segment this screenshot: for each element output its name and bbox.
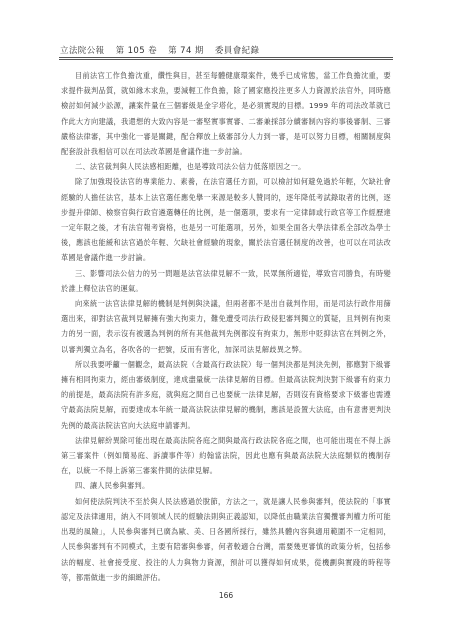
- paragraph: 法律見解紛異除可能出現在最高法院各庭之間與最高行政法院各庭之間，也可能出現在不得上訴第三審案件（例如簡易庭、訴讀事件等）約翰當法院，因此也應有與最高法院大法庭類似的機制存在，以統一不得上訴第三審案件間的法律見解。: [61, 435, 391, 476]
- paragraph: 如何使法院判決不至於與人民法感過於脫節，方法之一，就是讓人民參與審判，使法院的「事實認定及法律適用，納入不同領域人民的經驗法則與正義認知，以降低由職業法官獨攬審判權力所可能出現的風險」，人民參與審判已廣為歐、美、日各國所採行，雖然具體內容與適用範圍不一定相同，人民參與審判有不同模式，主要有陪審與參審，何者較適合台灣，需要幾更審慎的政策分析，包括參法的幅度、社會接受度、投注的人力與物力資源，預計可以獲得如何成果，從機劃與實踐的時程等等，都需做進一步的細緻評估。: [61, 496, 391, 582]
- page-number: 166: [218, 591, 234, 600]
- paragraph: 除了加強現役法官的專業能力、素養，在法官選任方面，可以檢討如何避免過於年輕，欠缺社會經驗的人擔任法官，基本上法官選任應免擧一來源是較多人贊同的，逐年降低考試錄取者的比例，逐步提升律師、檢察官與行政官遴選轉任的比例，是一個選項，要求有一定律師或行政官等工作經歷達一定年限之後，才有法官報考資格，也是另一可能選項，另外，如果全面各大學法律系全部改為學士後，應該也能緩和法官過於年輕、欠缺社會經驗的現象，關於法官選任制度的改善，也可以在司法改革國是會議作進一步討論。: [61, 177, 391, 263]
- issue-label: 第 74 期: [168, 46, 204, 56]
- section-label: 委員會紀錄: [214, 46, 260, 56]
- page-header: [60, 44, 267, 56]
- paragraph: 四、讓人民參與審判。: [75, 481, 150, 491]
- paragraph: 目前法官工作負擔沈重，纘性與目，甚至每體健康環案件，幾乎已成常態，當工作負擔沈重，要求提件裁判品質，就如緣木求魚，要減輕工作負擔，除了國家應投注更多人力資源於法官外，同時應檢討如何減少訟源，讓案件量在三個審級是金字塔化，是必須實現的目標。1999 年的司法改革就已作此大方向建議，我還想的大致內容是一審堅實事實審、二審兼採部分續審制內容約事後審制、三審嚴格法律審，其中強化一審是關鍵，配合釋放上級審部分人力到一審，是可以努力目標，相關制度與配套設計我相信可以在司法改革國是會議作進一步討論。: [61, 71, 391, 157]
- paragraph: 三、影響司法公信力的另一問題是法官法律見解不一致，民眾無所適從，導致官司勝負，有時變於誰上釋位法官的運氣。: [61, 268, 391, 293]
- paragraph: 所以我要呼籲一個觀念，最高法院（含最高行政法院）每一個判決都是判決先例，都應對下級審擁有相同拘束力，經由審級制度，達成盡量統一法律見解的目標。但最高法院判決對下級審有約束力的前提是，最高法院有許多庭，就與庭之間自己也要統一法律見解，否則沒有資格要求下級審也需遵守最高法院見解，而要達成本年統一最高法院法律見解的機制，應該是設置大法庭，由有意書更判決先例的最高法院法官向大法庭申請審判。: [61, 359, 391, 430]
- header-rule-secondary: [59, 59, 393, 60]
- journal-title: 立法院公報: [60, 46, 105, 56]
- body-text: [61, 68, 391, 585]
- volume-label: 第 105 卷: [115, 46, 158, 56]
- paragraph: 二、法官裁判與人民法感相距離，也是導致司法公信力低落原因之一。: [75, 162, 306, 172]
- header-rule: [59, 57, 393, 58]
- paragraph: 向來統一法官法律見解的機制是判例與決議，但兩者都不是出自裁判作用，而是司法行政作用篩選出來，卻對法官裁判見解擁有強大拘束力，難免遭受司法行政侵犯審判獨立的質疑，且判例有拘束力的另一面，表示沒有被選為判例的所有其他裁判先例都沒有拘束力，無形中貶抑法官在判例之外，以審判獨立為名，各吹各的一把號，反而有害化，加深司法見解歧異之弊。: [61, 299, 391, 354]
